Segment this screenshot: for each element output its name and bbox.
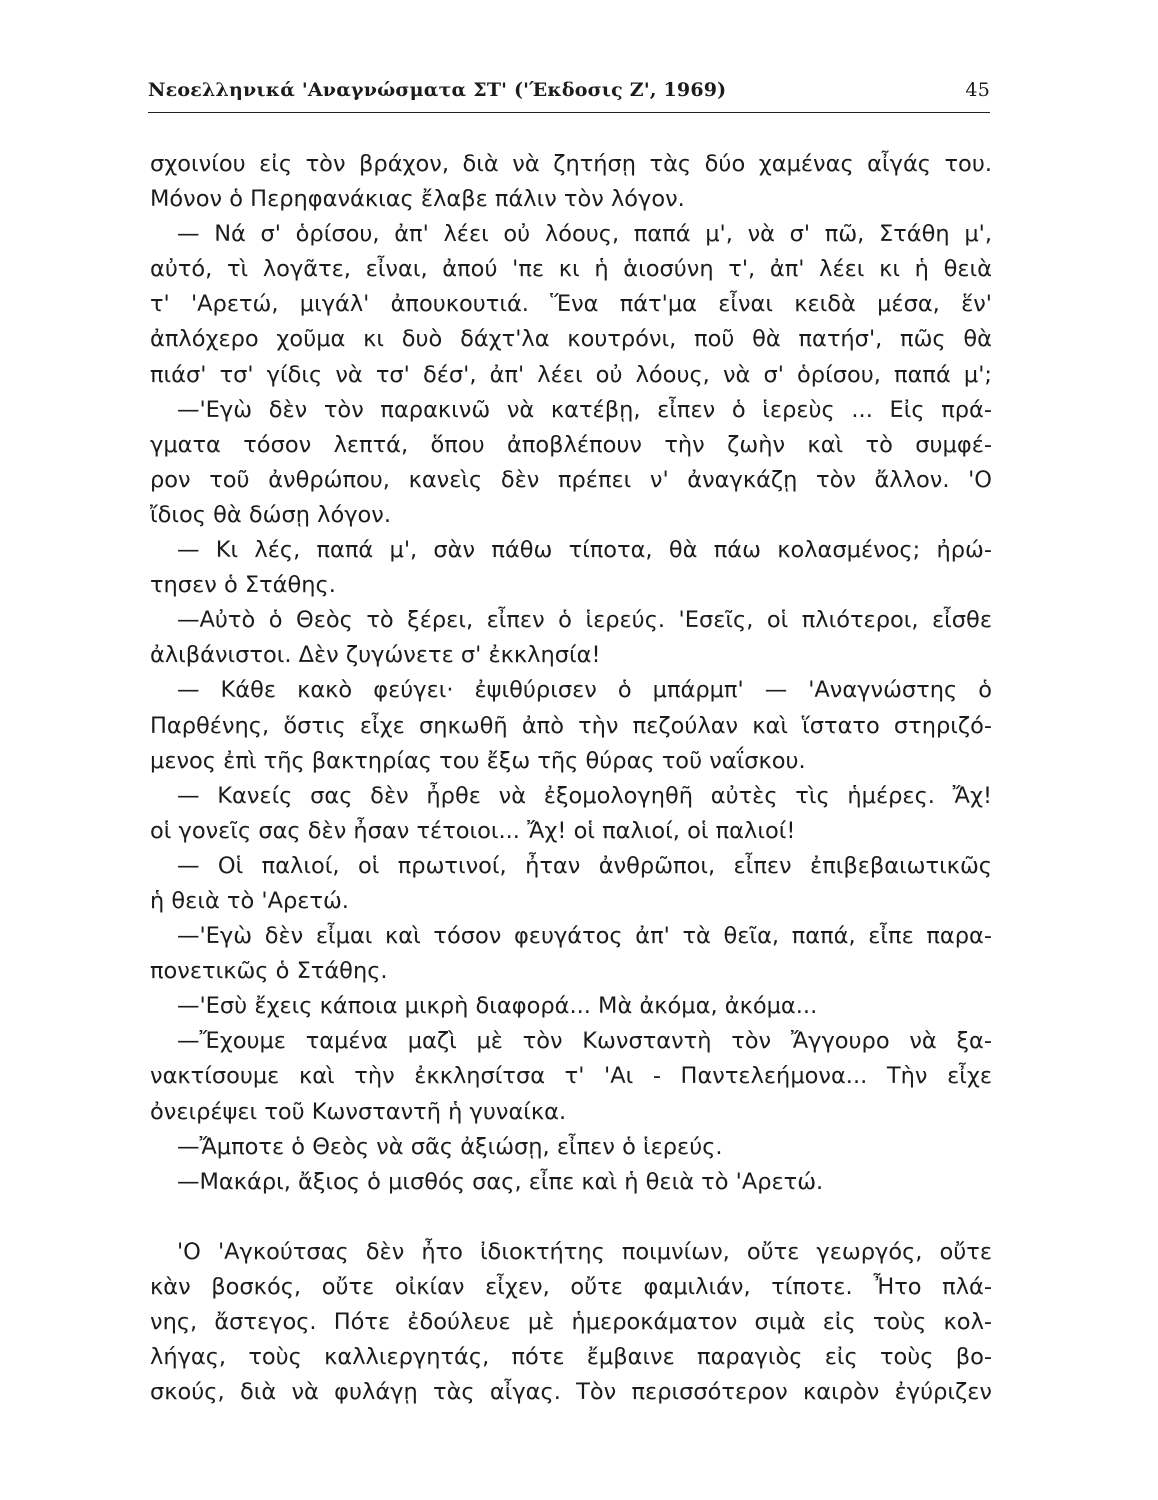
text-line: πονετικῶς ὁ Στάθης. [150, 958, 388, 985]
text-line: κὰν βοσκός, οὔτε οἰκίαν εἶχεν, οὔτε φαμιλιάν, τίποτε. Ἦτο πλά- [150, 1273, 992, 1300]
paragraph-gap [150, 1200, 992, 1235]
text-line: σκούς, διὰ νὰ φυλάγῃ τὰς αἶγας. Τὸν περισσότερον καιρὸν ἐγύριζεν [150, 1379, 992, 1406]
text-line: —Ἔχουμε ταμένα μαζὶ μὲ τὸν Κωνσταντὴ τὸν Ἄγγουρο νὰ ξα- [177, 1028, 992, 1055]
page-number: 45 [965, 79, 990, 101]
body-text [150, 147, 992, 1410]
text-line: ὀνειρέψει τοῦ Κωνσταντῆ ἡ γυναίκα. [150, 1098, 567, 1125]
text-line: — Κάθε κακὸ φεύγει· ἐψιθύρισεν ὁ μπάρμπ' — 'Αναγνώστης ὁ [177, 677, 992, 704]
text-line: ἀπλόχερο χοῦμα κι δυὸ δάχτ'λα κουτρόνι, ποῦ θὰ πατήσ', πῶς θὰ [150, 326, 992, 353]
text-line: —Ἄμποτε ὁ Θεὸς νὰ σᾶς ἀξιώσῃ, εἶπεν ὁ ἱερεύς. [177, 1133, 723, 1160]
text-line: Μόνον ὁ Περηφανάκιας ἔλαβε πάλιν τὸν λόγον. [150, 186, 685, 213]
text-line: ἴδιος θὰ δώσῃ λόγον. [150, 501, 392, 528]
text-line: ἡ θειὰ τὸ 'Αρετώ. [150, 887, 349, 914]
text-line: πιάσ' τσ' γίδις νὰ τσ' δέσ', ἀπ' λέει οὐ λόους, νὰ σ' ὁρίσου, παπά μ'; [150, 361, 992, 388]
text-line: — Κανείς σας δὲν ἦρθε νὰ ἐξομολογηθῆ αὐτὲς τὶς ἡμέρες. Ἄχ! [177, 782, 992, 809]
text-line: ἀλιβάνιστοι. Δὲν ζυγώνετε σ' ἐκκλησία! [150, 642, 601, 669]
text-line: γματα τόσον λεπτά, ὅπου ἀποβλέπουν τὴν ζωὴν καὶ τὸ συμφέ- [150, 431, 992, 458]
text-line: — Κι λές, παπά μ', σὰν πάθω τίποτα, θὰ πάω κολασμένος; ἠρώ- [177, 537, 992, 564]
text-line: τ' 'Αρετώ, μιγάλ' ἀπουκουτιά. Ἕνα πάτ'μα εἶναι κειδὰ μέσα, ἕν' [150, 291, 992, 318]
text-line: οἱ γονεῖς σας δὲν ἦσαν τέτοιοι... Ἄχ! οἱ παλιοί, οἱ παλιοί! [150, 817, 796, 844]
running-header [148, 75, 990, 105]
text-line: αὐτό, τὶ λογᾶτε, εἶναι, ἀπού 'πε κι ἡ ἁιοσύνη τ', ἀπ' λέει κι ἡ θειὰ [150, 256, 992, 283]
text-line: 'Ο 'Αγκούτσας δὲν ἦτο ἰδιοκτήτης ποιμνίων, οὔτε γεωργός, οὔτε [177, 1238, 992, 1265]
text-line: —Αὐτὸ ὁ Θεὸς τὸ ξέρει, εἶπεν ὁ ἱερεύς. 'Εσεῖς, οἱ πλιότεροι, εἶσθε [177, 607, 992, 634]
text-line: —'Εγὼ δὲν τὸν παρακινῶ νὰ κατέβῃ, εἶπεν ὁ ἱερεὺς ... Εἰς πρά- [177, 396, 992, 423]
text-line: τησεν ὁ Στάθης. [150, 572, 336, 599]
text-line: Παρθένης, ὅστις εἶχε σηκωθῆ ἀπὸ τὴν πεζούλαν καὶ ἵστατο στηριζό- [150, 712, 992, 739]
text-line: νακτίσουμε καὶ τὴν ἐκκλησίτσα τ' 'Αι - Παντελεήμονα... Τὴν εἶχε [150, 1063, 992, 1090]
text-line: σχοινίου εἰς τὸν βράχον, διὰ νὰ ζητήσῃ τὰς δύο χαμένας αἶγάς του. [150, 151, 992, 177]
text-line: νης, ἄστεγος. Πότε ἐδούλευε μὲ ἡμεροκάματον σιμὰ εἰς τοὺς κολ- [150, 1309, 992, 1335]
text-line: μενος ἐπὶ τῆς βακτηρίας του ἔξω τῆς θύρας τοῦ ναΐσκου. [150, 747, 806, 774]
header-rule [148, 112, 990, 113]
text-line: —Μακάρι, ἄξιος ὁ μισθός σας, εἶπε καὶ ἡ θειὰ τὸ 'Αρετώ. [177, 1168, 824, 1195]
text-line: —'Εγὼ δὲν εἶμαι καὶ τόσον φευγάτος ἀπ' τὰ θεῖα, παπά, εἶπε παρα- [177, 923, 992, 950]
text-line: ρον τοῦ ἀνθρώπου, κανεὶς δὲν πρέπει ν' ἀναγκάζῃ τὸν ἄλλον. 'Ο [150, 466, 992, 493]
book-title: Νεοελληνικά 'Αναγνώσματα ΣΤ' ('Έκδοσις Ζ', 1969) [148, 79, 727, 101]
text-line: λήγας, τοὺς καλλιεργητάς, πότε ἔμβαινε παραγιὸς εἰς τοὺς βο- [150, 1344, 992, 1371]
text-line: —'Εσὺ ἔχεις κάποια μικρὴ διαφορά... Μὰ ἀκόμα, ἀκόμα... [177, 993, 818, 1020]
text-line: — Οἱ παλιοί, οἱ πρωτινοί, ἦταν ἀνθρῶποι, εἶπεν ἐπιβεβαιωτικῶς [177, 852, 992, 879]
text-line: — Νά σ' ὁρίσου, ἀπ' λέει οὐ λόους, παπά μ', νὰ σ' πῶ, Στάθη μ', [177, 221, 992, 248]
